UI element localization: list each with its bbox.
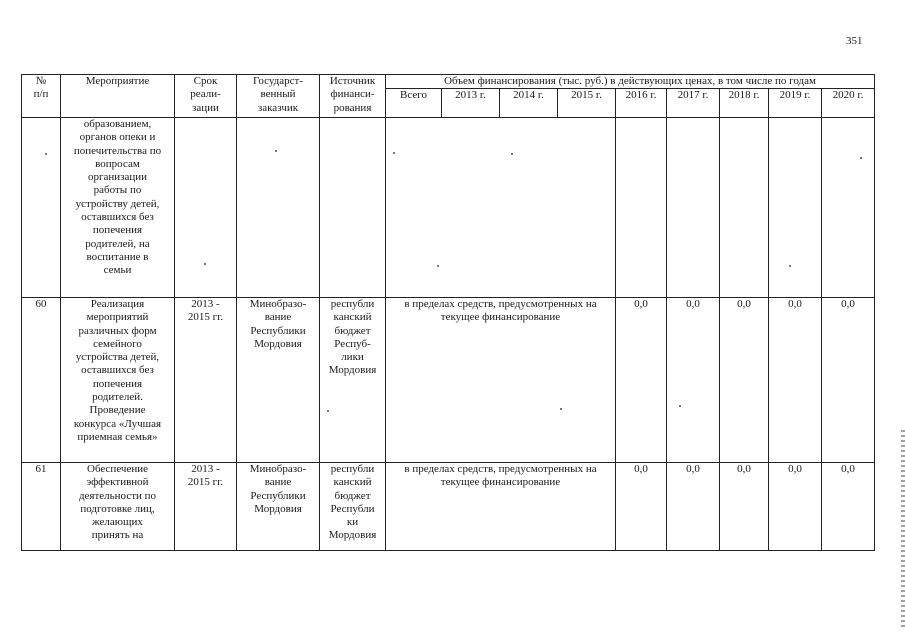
row-term: 2013 - 2015 гг.	[175, 298, 237, 463]
row-value: 0,0	[769, 298, 822, 463]
row-customer	[237, 118, 320, 298]
header-year: 2017 г.	[667, 89, 720, 118]
scan-speck	[275, 150, 277, 152]
scan-speck	[560, 408, 562, 410]
row-value	[822, 118, 875, 298]
header-source: Источник финанси- рования	[320, 75, 386, 118]
row-num: 61	[22, 463, 61, 551]
header-year: 2020 г.	[822, 89, 875, 118]
table-row	[22, 298, 875, 463]
scan-speck	[511, 153, 513, 155]
row-event: Обеспечение эффективной деятельности по подготовке лиц, желающих принять на	[61, 463, 175, 551]
scan-speck	[789, 265, 791, 267]
row-event: Реализация мероприятий различных форм семейного устройства детей, оставшихся без попечения родителей. Проведение конкурса «Лучшая приемная семья»	[61, 298, 175, 463]
row-num: 60	[22, 298, 61, 463]
row-funding-note	[386, 118, 616, 298]
row-num	[22, 118, 61, 298]
row-value: 0,0	[822, 463, 875, 551]
row-value	[667, 118, 720, 298]
header-funding: Объем финансирования (тыс. руб.) в действующих ценах, в том числе по годам	[386, 75, 875, 89]
row-value: 0,0	[720, 463, 769, 551]
header-year: 2018 г.	[720, 89, 769, 118]
row-source	[320, 118, 386, 298]
header-term: Срок реали- зации	[175, 75, 237, 118]
row-value: 0,0	[720, 298, 769, 463]
table-row	[22, 118, 875, 298]
row-value	[720, 118, 769, 298]
header-total: Всего	[386, 89, 442, 118]
row-value: 0,0	[822, 298, 875, 463]
row-term: 2013 - 2015 гг.	[175, 463, 237, 551]
scan-speck	[204, 263, 206, 265]
row-funding-note: в пределах средств, предусмотренных на текущее финансирование	[386, 463, 616, 551]
row-source: республи канский бюджет Республи ки Мордовия	[320, 463, 386, 551]
row-customer: Минобразо- вание Республики Мордовия	[237, 298, 320, 463]
financing-table	[21, 74, 875, 551]
header-year: 2013 г.	[442, 89, 500, 118]
scan-speck	[45, 153, 47, 155]
row-customer: Минобразо- вание Республики Мордовия	[237, 463, 320, 551]
header-num: № п/п	[22, 75, 61, 118]
row-value: 0,0	[616, 463, 667, 551]
row-event: образованием, органов опеки и попечительства по вопросам организации работы по устройству детей, оставшихся без попечения родителей, на воспитание в семьи	[61, 118, 175, 298]
row-source: республи канский бюджет Респуб- лики Мордовия	[320, 298, 386, 463]
scan-speck	[679, 405, 681, 407]
row-value: 0,0	[769, 463, 822, 551]
header-customer: Государст- венный заказчик	[237, 75, 320, 118]
row-value: 0,0	[616, 298, 667, 463]
scan-speck	[393, 152, 395, 154]
header-event: Мероприятие	[61, 75, 175, 118]
page-number: 351	[846, 35, 863, 47]
row-value: 0,0	[667, 298, 720, 463]
header-year: 2016 г.	[616, 89, 667, 118]
scan-speck	[437, 265, 439, 267]
scan-speck	[327, 410, 329, 412]
header-year: 2014 г.	[500, 89, 558, 118]
header-year: 2015 г.	[558, 89, 616, 118]
scan-speck	[860, 157, 862, 159]
row-term	[175, 118, 237, 298]
header-year: 2019 г.	[769, 89, 822, 118]
row-value	[616, 118, 667, 298]
row-value	[769, 118, 822, 298]
table-row	[22, 463, 875, 551]
scan-edge-noise	[901, 430, 905, 630]
row-value: 0,0	[667, 463, 720, 551]
row-funding-note: в пределах средств, предусмотренных на текущее финансирование	[386, 298, 616, 463]
